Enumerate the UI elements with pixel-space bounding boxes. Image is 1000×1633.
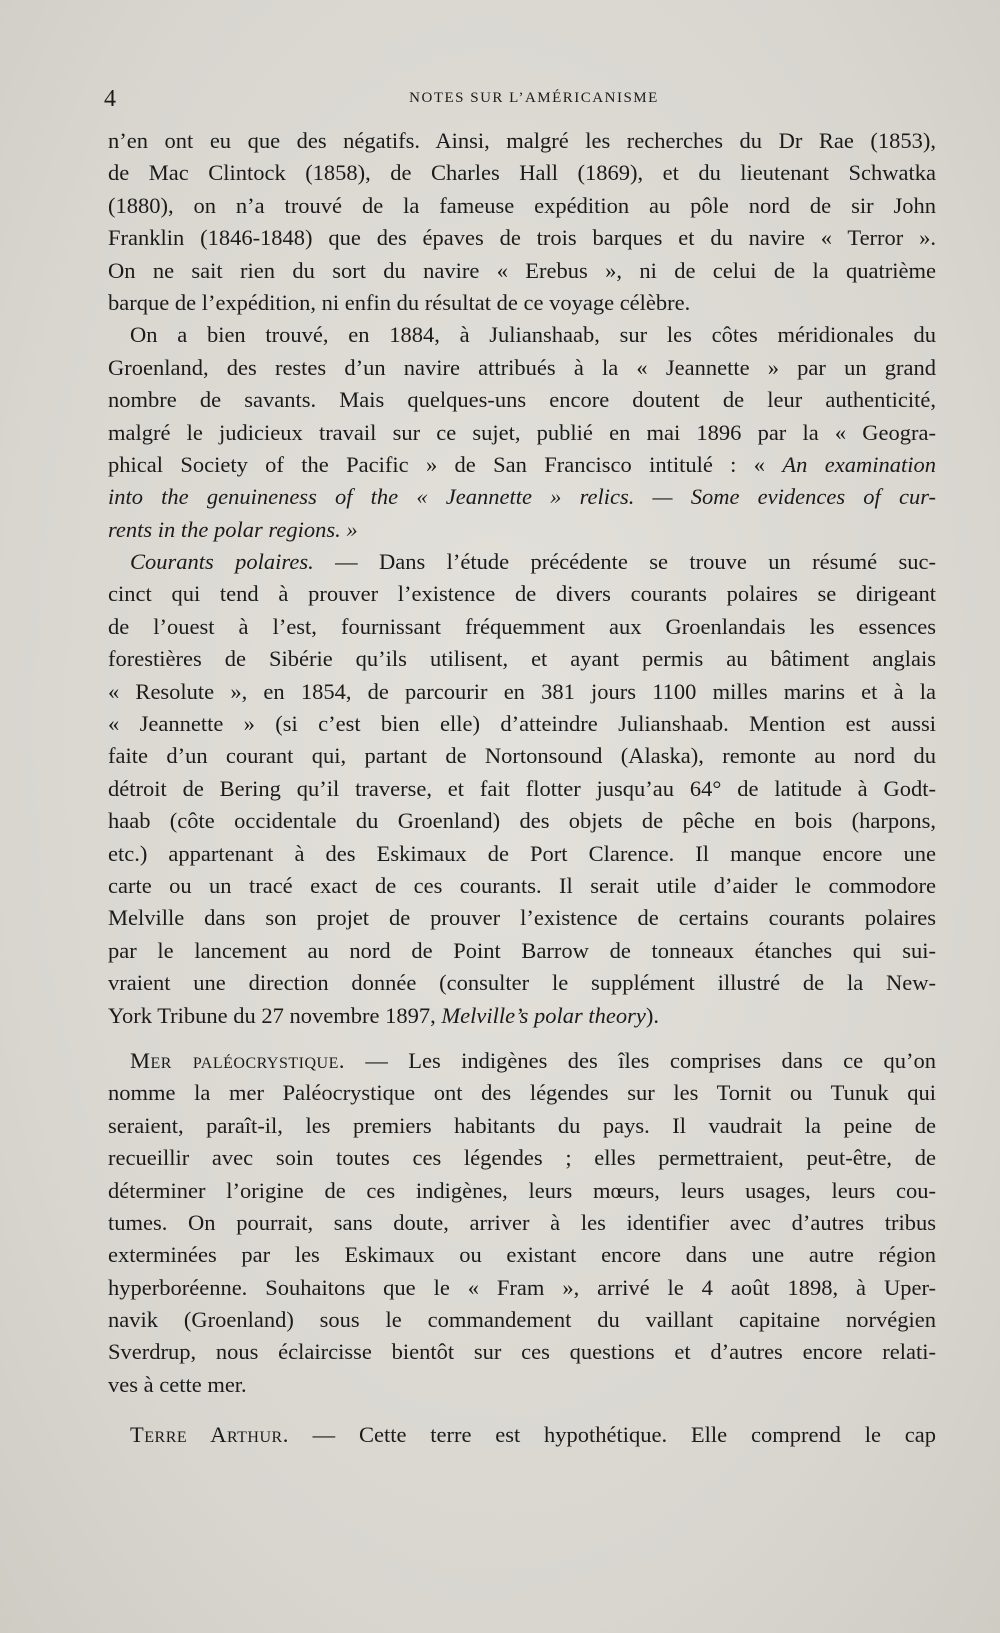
text-line: haab (côte occidentale du Groenland) des objets de pêche en bois (harpons, [108,808,936,834]
text-line: Groenland, des restes d’un navire attribués à la « Jeannette » par un grand [108,354,936,380]
text-line: de l’ouest à l’est, fournissant fréquemment aux Groenlandais les essences [108,613,936,639]
text-segment: York Tribune du 27 novembre 1897, [108,1002,442,1028]
section-heading: Terre Arthur. [130,1422,289,1448]
text-line: nomme la mer Paléocrystique ont des légendes sur les Tornit ou Tunuk qui [108,1080,936,1106]
text-line: exterminées par les Eskimaux ou existant encore dans une autre région [108,1242,936,1268]
text-line: nombre de savants. Mais quelques-uns encore doutent de leur authenticité, [108,387,936,413]
italic-title: Melville’s polar theory [441,1002,646,1028]
text-line: faite d’un courant qui, partant de Nortonsound (Alaska), remonte au nord du [108,743,936,769]
text-line: déterminer l’origine de ces indigènes, leurs mœurs, leurs usages, leurs cou- [108,1177,936,1203]
text-line: Franklin (1846-1848) que des épaves de trois barques et du navire « Terror ». [108,225,936,251]
section-heading: Mer paléocrystique. [130,1047,345,1073]
text-line: détroit de Bering qu’il traverse, et fait flotter jusqu’au 64° de latitude à Godt- [108,775,936,801]
text-line [108,546,936,578]
italic-title: An examination [782,451,936,477]
text-line: hyperboréenne. Souhaitons que le « Fram », arrivé le 4 août 1898, à Uper- [108,1274,936,1300]
text-line: carte ou un tracé exact de ces courants. Il serait utile d’aider le commodore [108,872,936,898]
text-line: barque de l’expédition, ni enfin du résultat de ce voyage célèbre. [108,289,691,315]
text-line: malgré le judicieux travail sur ce sujet, publié en mai 1896 par la « Geogra- [108,419,936,445]
text-line: etc.) appartenant à des Eskimaux de Port Clarence. Il manque encore une [108,840,936,866]
text-line: Melville dans son projet de prouver l’existence de certains courants polaires [108,905,936,931]
paragraph-courants-polaires [108,546,936,1032]
text-line: rents in the polar regions. » [108,516,358,542]
paragraph-terre-arthur [108,1419,936,1451]
section-heading: Courants polaires. [130,549,314,575]
text-line: « Jeannette » (si c’est bien elle) d’atteindre Julianshaab. Mention est aussi [108,711,936,737]
running-title: NOTES SUR L’AMÉRICANISME [409,90,659,106]
text-segment: — Dans l’étude précédente se trouve un résumé suc- [313,549,936,575]
text-line [108,449,936,481]
text-line: into the genuineness of the « Jeannette » relics. — Some evidences of cur- [108,484,936,510]
paragraph-mer-paleocrystique [108,1045,936,1401]
text-line: ves à cette mer. [108,1371,247,1397]
text-line: n’en ont eu que des négatifs. Ainsi, malgré les recherches du Dr Rae (1853), [108,128,936,153]
text-line: seraient, paraît-il, les premiers habitants du pays. Il vaudrait la peine de [108,1112,936,1138]
text-line: (1880), on n’a trouvé de la fameuse expédition au pôle nord de sir John [108,192,936,218]
text-line [108,1000,936,1032]
text-line: « Resolute », en 1854, de parcourir en 381 jours 1100 milles marins et à la [108,678,936,704]
text-line: recueillir avec soin toutes ces légendes ; elles permettraient, peut-être, de [108,1145,936,1171]
body-text [108,125,936,1452]
paragraph-2 [108,319,936,546]
text-line: vraient une direction donnée (consulter le supplément illustré de la New- [108,970,936,996]
text-segment: — Les indigènes des îles comprises dans ce qu’on [344,1047,936,1073]
paragraph-1 [108,125,936,319]
text-line: tumes. On pourrait, sans doute, arriver à les identifier avec d’autres tribus [108,1209,936,1235]
text-line: Sverdrup, nous éclaircisse bientôt sur ces questions et d’autres encore relati- [108,1339,936,1365]
text-segment: ). [645,1002,660,1028]
text-line: On a bien trouvé, en 1884, à Julianshaab, sur les côtes méridionales du [130,322,936,348]
text-line [108,1045,936,1077]
text-line: de Mac Clintock (1858), de Charles Hall (1869), et du lieutenant Schwatka [108,160,936,186]
text-segment: — Cette terre est hypothétique. Elle comprend le cap [288,1422,936,1448]
text-segment: phical Society of the Pacific » de San Francisco intitulé : « [108,451,783,477]
page-number: 4 [104,86,116,112]
text-line: cinct qui tend à prouver l’existence de divers courants polaires se dirigeant [108,581,936,607]
text-line: par le lancement au nord de Point Barrow de tonneaux étanches qui sui- [108,937,936,963]
page-header [104,86,944,116]
text-line: navik (Groenland) sous le commandement du vaillant capitaine norvégien [108,1307,936,1333]
text-line: forestières de Sibérie qu’ils utilisent, et ayant permis au bâtiment anglais [108,646,936,672]
text-line [108,1419,936,1451]
text-line: On ne sait rien du sort du navire « Erebus », ni de celui de la quatrième [108,257,936,283]
